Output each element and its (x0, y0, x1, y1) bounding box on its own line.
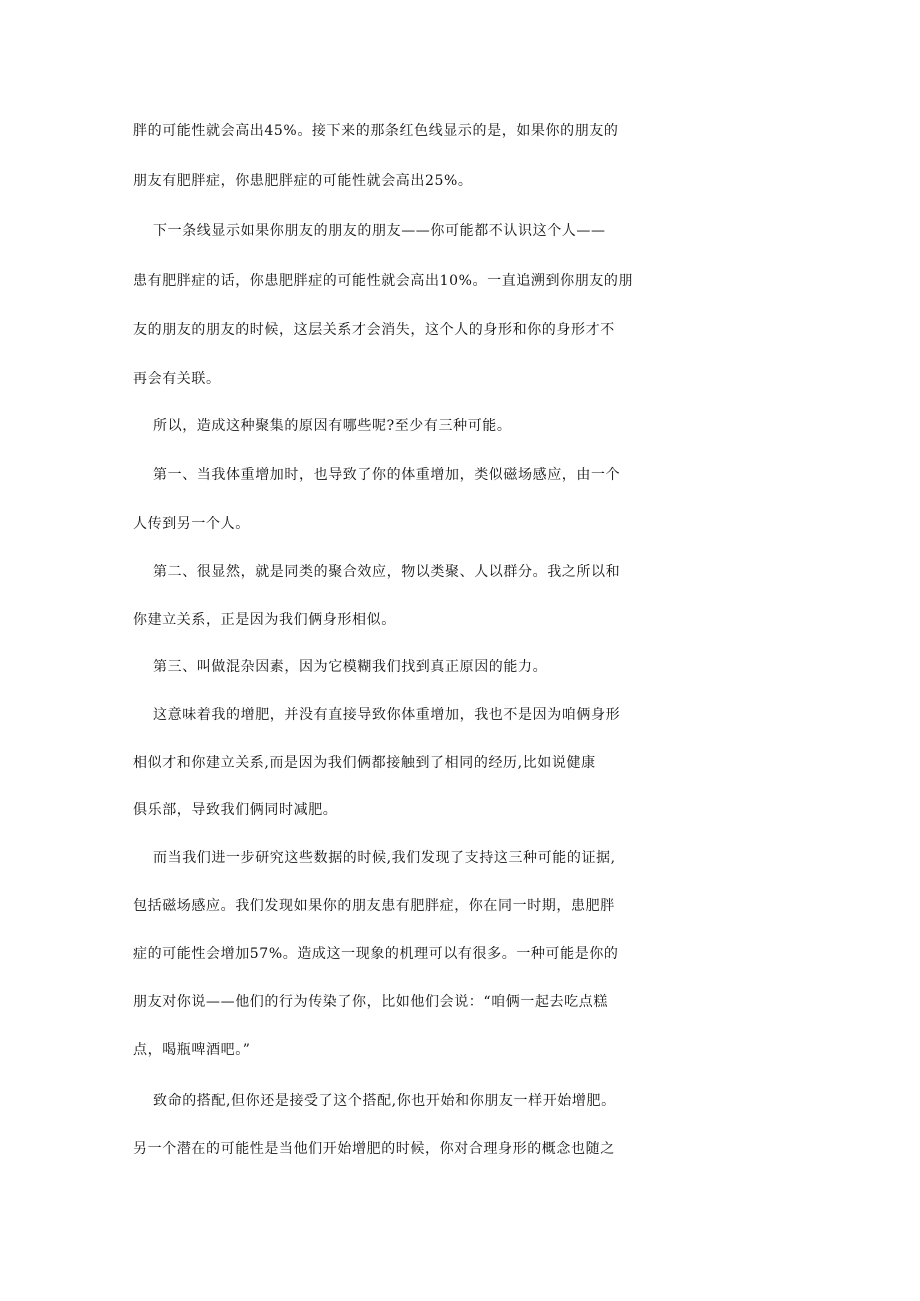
text-line-9: 人传到另一个人。 (133, 516, 250, 532)
text-line-13: 这意味着我的增肥，并没有直接导致你体重增加，我也不是因为咱俩身形 (153, 707, 621, 723)
text-line-4: 患有肥胖症的话，你患肥胖症的可能性就会高出10%。一直追溯到你朋友的朋 (133, 273, 634, 289)
text-line-7: 所以，造成这种聚集的原因有哪些呢?至少有三种可能。 (153, 418, 512, 434)
text-line-18: 症的可能性会增加57%。造成这一现象的机理可以有很多。一种可能是你的 (133, 946, 619, 962)
text-line-2: 朋友有肥胖症，你患肥胖症的可能性就会高出25%。 (133, 173, 473, 189)
text-line-17: 包括磁场感应。我们发现如果你的朋友患有肥胖症，你在同一时期，患肥胖 (133, 898, 615, 914)
text-line-15: 俱乐部，导致我们俩同时减肥。 (133, 802, 338, 818)
text-line-5: 友的朋友的朋友的时候，这层关系才会消失，这个人的身形和你的身形才不 (133, 322, 615, 338)
text-line-14: 相似才和你建立关系,而是因为我们俩都接触到了相同的经历,比如说健康 (133, 755, 596, 771)
text-line-21: 致命的搭配,但你还是接受了这个搭配,你也开始和你朋友一样开始增肥。 (153, 1093, 616, 1109)
text-line-8: 第一、当我体重增加时，也导致了你的体重增加，类似磁场感应，由一个 (153, 467, 621, 483)
text-line-11: 你建立关系，正是因为我们俩身形相似。 (133, 612, 396, 628)
text-line-12: 第三、叫做混杂因素，因为它模糊我们找到真正原因的能力。 (153, 659, 548, 675)
text-line-20: 点，喝瓶啤酒吧。” (133, 1042, 251, 1058)
text-line-10: 第二、很显然，就是同类的聚合效应，物以类聚、人以群分。我之所以和 (153, 564, 621, 580)
text-line-22: 另一个潜在的可能性是当他们开始增肥的时候，你对合理身形的概念也随之 (133, 1141, 615, 1157)
text-line-1: 胖的可能性就会高出45%。接下来的那条红色线显示的是，如果你的朋友的 (133, 123, 619, 139)
text-line-3: 下一条线显示如果你朋友的朋友的朋友——你可能都不认识这个人—— (153, 223, 606, 239)
text-line-19: 朋友对你说——他们的行为传染了你，比如他们会说：“咱俩一起去吃点糕 (133, 994, 608, 1010)
text-line-6: 再会有关联。 (133, 371, 221, 387)
text-line-16: 而当我们进一步研究这些数据的时候,我们发现了支持这三种可能的证据, (153, 850, 616, 866)
